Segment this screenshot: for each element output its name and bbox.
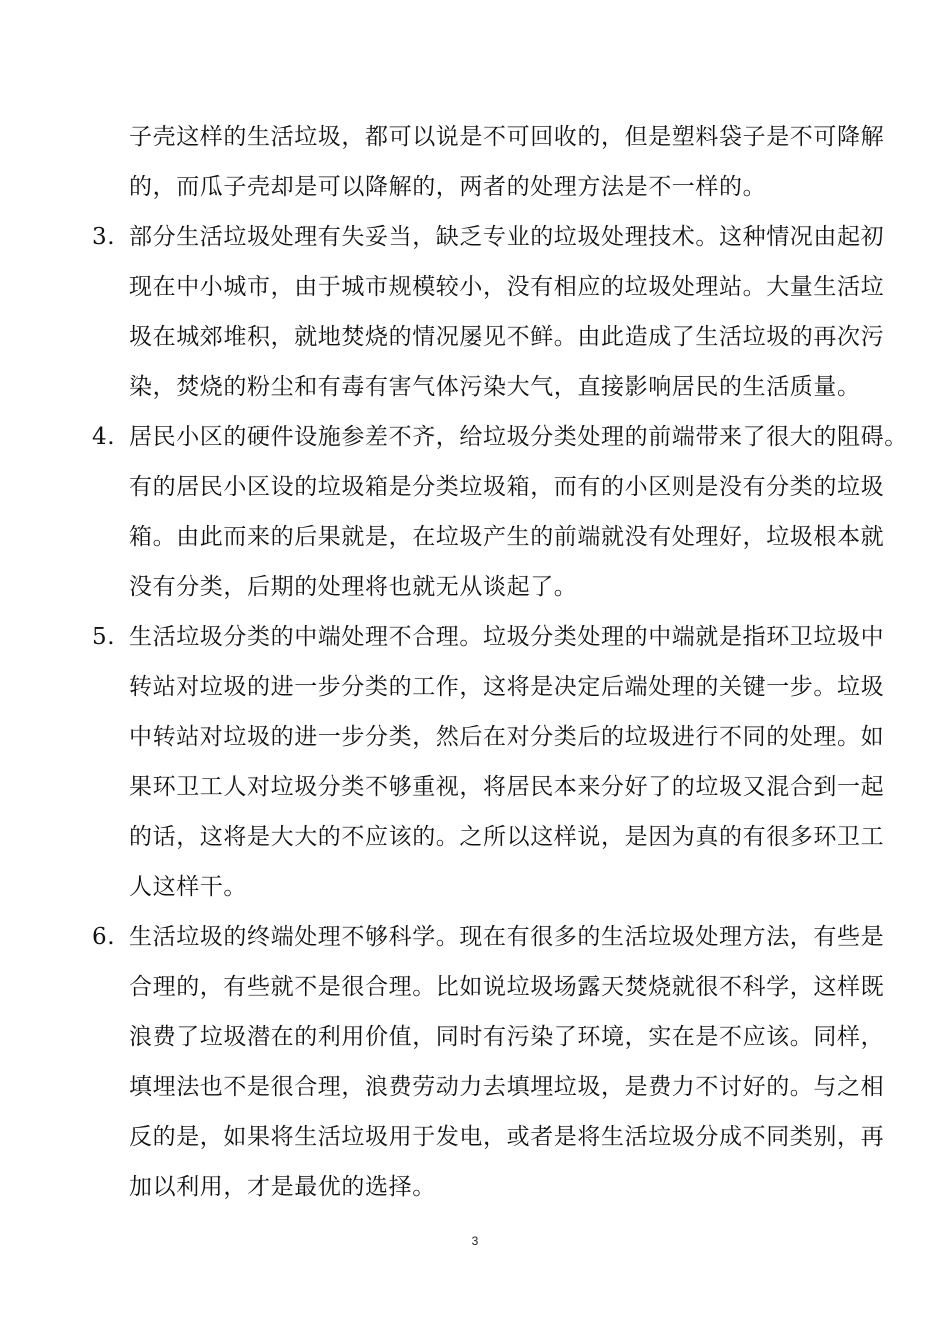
list-item-line bbox=[129, 862, 849, 912]
list-item-line bbox=[129, 562, 849, 612]
list-item-line bbox=[129, 662, 885, 712]
line-text: 转站对垃圾的进一步分类的工作，这将是决定后端处理的关键一步。垃圾 bbox=[129, 674, 885, 700]
line-text: 反的是，如果将生活垃圾用于发电，或者是将生活垃圾分成不同类别，再 bbox=[129, 1124, 885, 1150]
list-item-number: 5. bbox=[92, 624, 116, 650]
line-text: 子壳这样的生活垃圾，都可以说是不可回收的，但是塑料袋子是不可降解 bbox=[129, 124, 885, 150]
line-text: 浪费了垃圾潜在的利用价值，同时有污染了环境，实在是不应该。同样， bbox=[129, 1024, 885, 1050]
line-text: 填埋法也不是很合理，浪费劳动力去填埋垃圾，是费力不讨好的。与之相 bbox=[129, 1074, 885, 1100]
line-text: 染，焚烧的粉尘和有毒有害气体污染大气，直接影响居民的生活质量。 bbox=[129, 374, 861, 400]
list-item-line bbox=[92, 612, 885, 662]
line-text: 现在中小城市，由于城市规模较小，没有相应的垃圾处理站。大量生活垃 bbox=[129, 274, 885, 300]
list-item-number: 4. bbox=[92, 424, 116, 450]
list-item-line bbox=[92, 412, 908, 462]
line-text: 中转站对垃圾的进一步分类，然后在对分类后的垃圾进行不同的处理。如 bbox=[129, 724, 885, 750]
line-text: 的，而瓜子壳却是可以降解的，两者的处理方法是不一样的。 bbox=[129, 174, 767, 200]
line-text: 圾在城郊堆积，就地焚烧的情况屡见不鲜。由此造成了生活垃圾的再次污 bbox=[129, 324, 885, 350]
list-item-line bbox=[129, 462, 885, 512]
list-item-line bbox=[129, 762, 885, 812]
list-item-line bbox=[129, 1112, 885, 1162]
list-item-number: 3. bbox=[92, 224, 116, 250]
line-text: 箱。由此而来的后果就是，在垃圾产生的前端就没有处理好，垃圾根本就 bbox=[129, 524, 885, 550]
line-text: 的话，这将是大大的不应该的。之所以这样说，是因为真的有很多环卫工 bbox=[129, 824, 885, 850]
line-text: 加以利用，才是最优的选择。 bbox=[129, 1174, 436, 1200]
list-item-line bbox=[129, 362, 861, 412]
list-item-line bbox=[129, 512, 885, 562]
paragraph-line bbox=[129, 112, 885, 162]
line-text: 合理的，有些就不是很合理。比如说垃圾场露天焚烧就很不科学，这样既 bbox=[129, 974, 885, 1000]
list-item-line bbox=[129, 1012, 885, 1062]
line-text: 没有分类，后期的处理将也就无从谈起了。 bbox=[129, 574, 578, 600]
list-item-line bbox=[129, 262, 885, 312]
list-item-line bbox=[129, 1162, 849, 1212]
list-item-line bbox=[92, 212, 885, 262]
line-text: 生活垃圾的终端处理不够科学。现在有很多的生活垃圾处理方法，有些是 bbox=[129, 924, 885, 950]
list-item-number: 6. bbox=[92, 924, 116, 950]
line-text: 部分生活垃圾处理有失妥当，缺乏专业的垃圾处理技术。这种情况由起初 bbox=[129, 224, 885, 250]
list-item-line bbox=[129, 712, 885, 762]
line-text: 有的居民小区设的垃圾箱是分类垃圾箱，而有的小区则是没有分类的垃圾 bbox=[129, 474, 885, 500]
list-item-line bbox=[129, 812, 885, 862]
list-item-line bbox=[129, 312, 885, 362]
line-text: 果环卫工人对垃圾分类不够重视，将居民本来分好了的垃圾又混合到一起 bbox=[129, 774, 885, 800]
body-text bbox=[92, 112, 908, 1212]
line-text: 生活垃圾分类的中端处理不合理。垃圾分类处理的中端就是指环卫垃圾中 bbox=[129, 624, 885, 650]
line-text: 居民小区的硬件设施参差不齐，给垃圾分类处理的前端带来了很大的阻碍。 bbox=[129, 424, 908, 450]
paragraph-line bbox=[129, 162, 849, 212]
list-item-line bbox=[92, 912, 885, 962]
line-text: 人这样干。 bbox=[129, 874, 247, 900]
page-number: 3 bbox=[471, 1234, 479, 1248]
list-item-line bbox=[129, 1062, 885, 1112]
list-item-line bbox=[129, 962, 885, 1012]
